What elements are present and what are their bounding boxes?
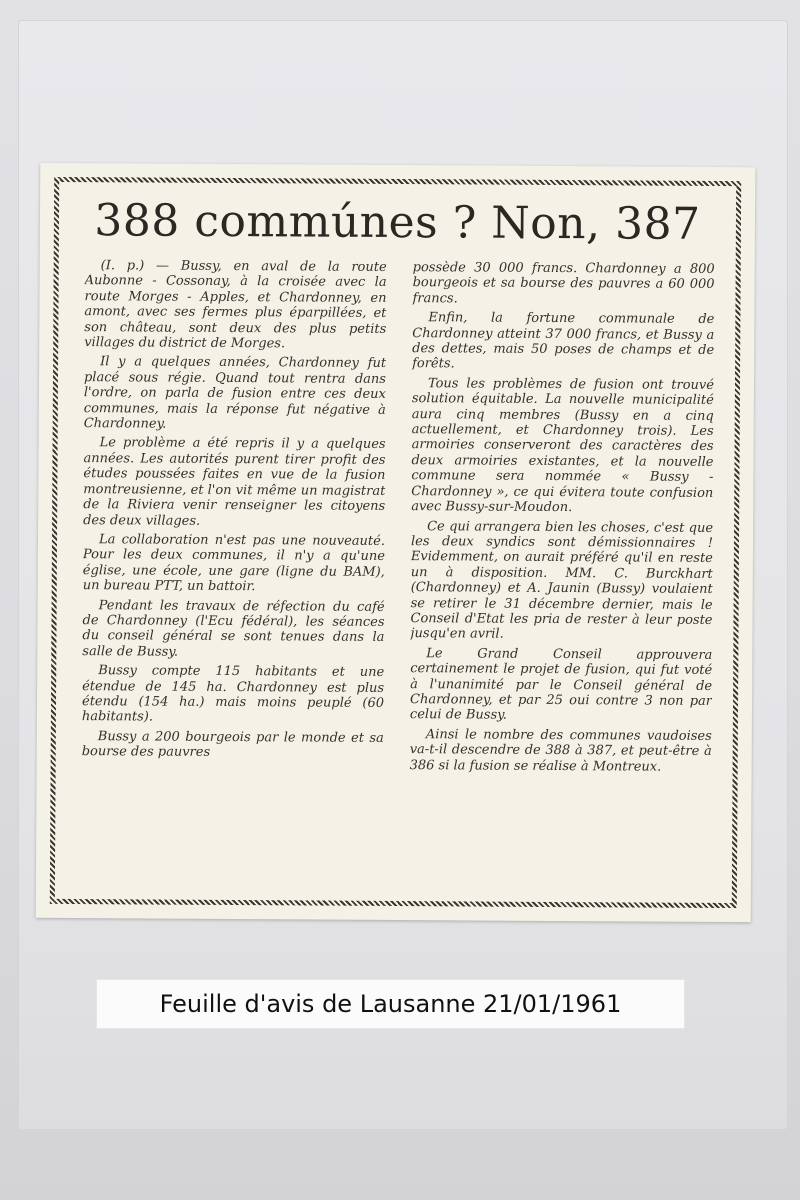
paragraph: Ainsi le nombre des communes vaudoises va-t-il descendre de 388 à 387, et peut-être à 386 si la fusion se réalise à Montreux.: [409, 726, 712, 775]
paragraph: Tous les problèmes de fusion ont trouvé solution équitable. La nouvelle municipalité aura cinq membres (Bussy en a cinq actuellement, et Chardonney trois). Les armoiries conserveront des caractères des deux armoiries existantes, et la nouvelle commune sera nommée « Bussy - Chardonney », ce qui évitera toute confusion avec Bussy-sur-Moudon.: [411, 376, 715, 516]
newspaper-clipping: [36, 163, 756, 922]
paragraph: possède 30 000 francs. Chardonney a 800 bourgeois et sa bourse des pauvres a 60 000 francs.: [412, 260, 715, 307]
article-body: [81, 258, 715, 887]
paragraph: (I. p.) — Bussy, en aval de la route Aubonne - Cossonay, à la croisée avec la route Morges - Apples, et Chardonney, en amont, avec ses fermes plus éparpillées, et son château, sont deux des plus petits villages du district de Morges.: [84, 258, 387, 352]
left-column: [81, 258, 387, 885]
paragraph: Pendant les travaux de réfection du café de Chardonney (l'Ecu fédéral), les séances du conseil général se sont tenues dans la salle de Bussy.: [82, 597, 385, 660]
paragraph: Le problème a été repris il y a quelques années. Les autorités purent tirer profit des études poussées faites en vue de la fusion montreusienne, et l'on vit même un magistrat de la Riviera venir renseigner les citoyens des deux villages.: [83, 435, 386, 529]
paragraph: Enfin, la fortune communale de Chardonney atteint 37 000 francs, et Bussy a des dettes, mais 50 poses de champs et de forêts.: [412, 310, 715, 372]
article-headline: 388 commúnes ? Non, 387: [94, 195, 701, 250]
paragraph: Ce qui arrangera bien les choses, c'est que les deux syndics sont démissionnaires ! Evidemment, on aurait préféré qu'il en reste un à disposition. MM. C. Burckhart (Chardonney) et A. Jaunin (Bussy) voulaient se retirer le 31 décembre dernier, mais le Conseil d'Etat les pria de rester à leur poste jusqu'en avril.: [410, 518, 714, 643]
source-label-text: Feuille d'avis de Lausanne 21/01/1961: [159, 990, 622, 1018]
paragraph: Il y a quelques années, Chardonney fut placé sous régie. Quand tout rentra dans l'ordre, on parla de fusion entre ces deux communes, mais la réponse fut négative à Chardonney.: [83, 354, 387, 432]
right-column: [409, 260, 715, 887]
source-label: [97, 980, 684, 1028]
paragraph: Bussy a 200 bourgeois par le monde et sa bourse des pauvres: [81, 728, 384, 761]
paragraph: Le Grand Conseil approuvera certainement le projet de fusion, qui fut voté à l'unanimité par le Conseil général de Chardonney, et par 25 oui contre 3 non par celui de Bussy.: [409, 645, 713, 724]
paragraph: Bussy compte 115 habitants et une étendue de 145 ha. Chardonney est plus étendu (154 ha.) mais moins peuplé (60 habitants).: [81, 663, 385, 725]
paragraph: La collaboration n'est pas une nouveauté. Pour les deux communes, il n'y a qu'une église, une école, une gare (ligne du BAM), un bureau PTT, un battoir.: [82, 532, 386, 595]
